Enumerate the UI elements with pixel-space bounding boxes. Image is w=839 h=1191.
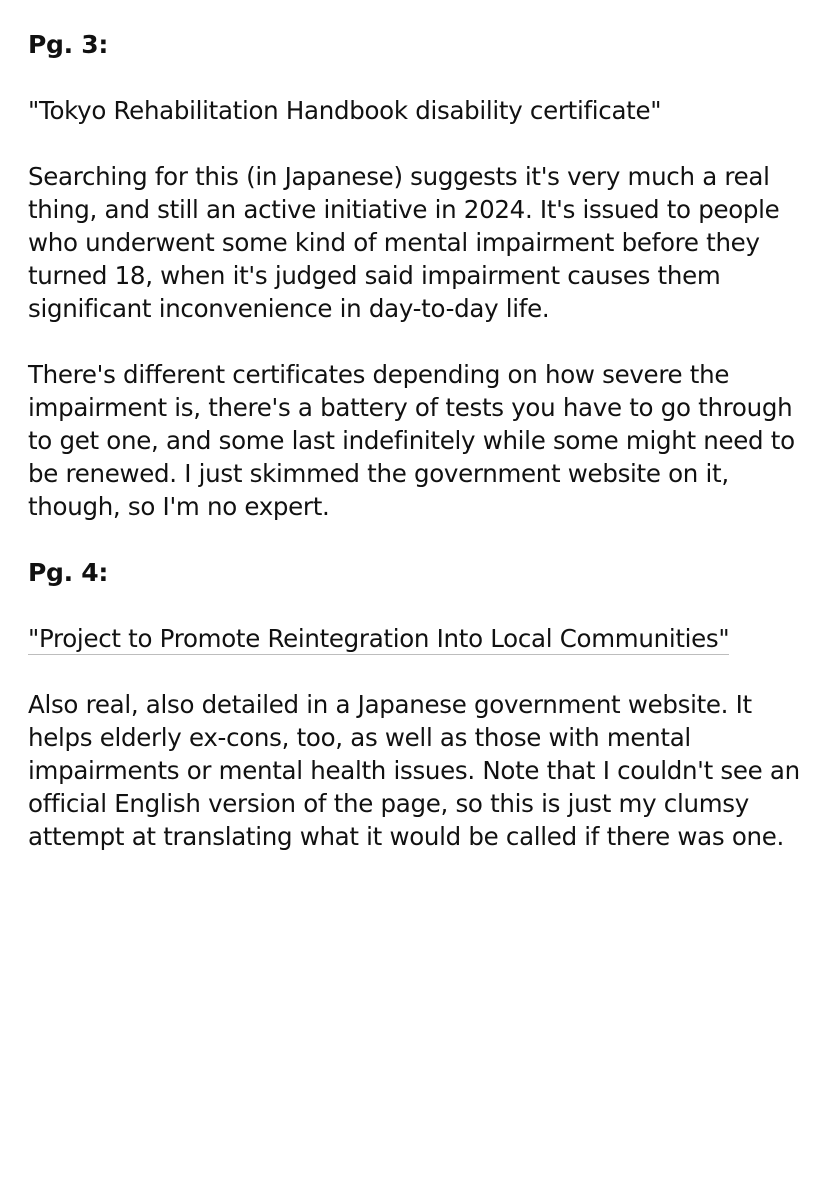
section-heading: Pg. 4: (28, 558, 109, 587)
paragraph: Searching for this (in Japanese) suggests it's very much a real thing, and still an active initiative in 2024. It's issued to people who underwent some kind of mental impairment before they turned 18, when it's judged said impairment causes them significant inconvenience in day-to-day life. (28, 162, 780, 323)
paragraph: There's different certificates depending on how severe the impairment is, there's a battery of tests you have to go through to get one, and some last indefinitely while some might need to be renewed. I just skimmed the government website on it, though, so I'm no expert. (28, 360, 795, 521)
section-page-4 (28, 556, 818, 853)
section-heading: Pg. 3: (28, 30, 109, 59)
paragraph: Also real, also detailed in a Japanese government website. It helps elderly ex-cons, too, as well as those with mental impairments or mental health issues. Note that I couldn't see an official English version of the page, so this is just my clumsy attempt at translating what it would be called if there was one. (28, 690, 800, 851)
section-title-wrapper (28, 622, 818, 655)
section-page-3 (28, 28, 818, 523)
section-title: "Project to Promote Reintegration Into Local Communities" (28, 624, 730, 653)
section-title: "Tokyo Rehabilitation Handbook disability certificate" (28, 96, 662, 125)
notes-document (28, 28, 818, 886)
